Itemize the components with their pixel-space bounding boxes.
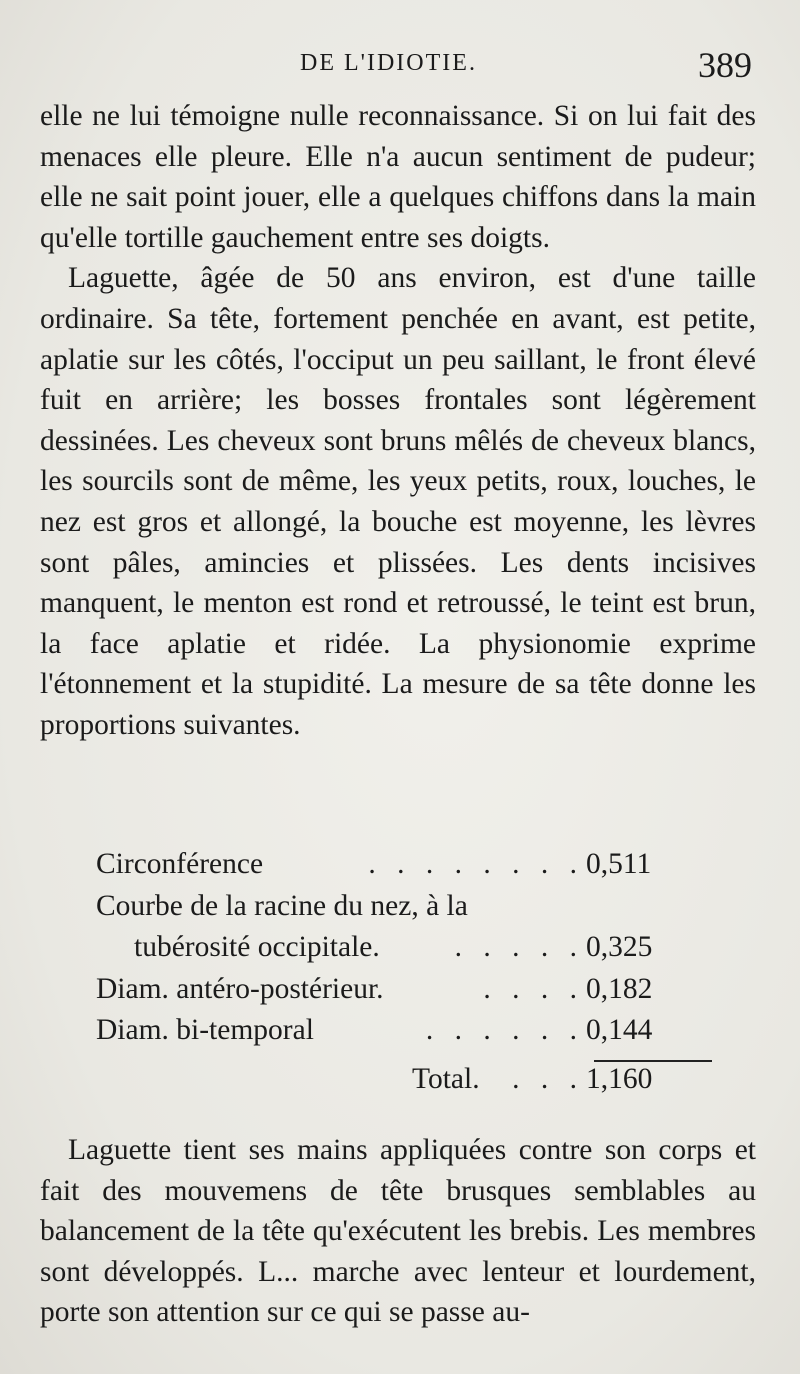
measurement-label: Diam. antéro-postérieur. — [96, 972, 384, 1005]
measurement-value: 0,325 — [586, 931, 653, 963]
total-row — [96, 1055, 716, 1097]
measurement-label: Courbe de la racine du nez, à la — [96, 889, 468, 922]
leader-dots: . . . . . . — [425, 1014, 584, 1046]
measurement-value: 0,182 — [586, 972, 653, 1005]
measurement-row — [96, 1012, 716, 1054]
page-number: 389 — [698, 45, 752, 85]
paragraph-2: Laguette, âgée de 50 ans environ, est d'une taille ordinaire. Sa tête, fortement penchée en avant, est petite, aplatie sur les côtés, l'occiput un peu saillant, le front élevé fuit en arrière; les bosses frontales sont légèrement dessinées. Les cheveux sont bruns mêlés de cheveux blancs, les sourcils sont de même, les yeux petits, roux, louches, le nez est gros et allongé, la bouche est moyenne, les lèvres sont pâles, amincies et plissées. Les dents incisives manquent, le menton est rond et retroussé, le teint est brun, la face aplatie et ridée. La physionomie exprime l'étonnement et la stupidité. La mesure de sa tête donne les proportions suivantes. — [40, 262, 756, 741]
page-header — [0, 44, 800, 94]
measurement-row — [96, 929, 716, 971]
total-value: 1,160 — [586, 1062, 653, 1095]
paragraph-3: Laguette tient ses mains appliquées contre son corps et fait des mouvemens de tête brusques semblables au balancement de la tête qu'exécutent les brebis. Les membres sont développés. L... marche avec lenteur et lourdement, porte son attention sur ce qui se passe au- — [40, 1134, 756, 1329]
leader-dots: . . . . . — [454, 931, 584, 963]
head-measurements-table — [96, 846, 716, 1096]
text-body-continued — [40, 1130, 756, 1333]
paragraph-1: elle ne lui témoigne nulle reconnaissance. Si on lui fait des menaces elle pleure. Elle n'a aucun sentiment de pudeur; elle ne sait point jouer, elle a quelques chiffons dans la main qu'elle tortille gauchement entre ses doigts. — [40, 100, 756, 254]
running-head: DE L'IDIOTIE. — [300, 50, 477, 76]
measurement-row — [96, 888, 716, 930]
measurement-row — [96, 971, 716, 1013]
measurement-value: 0,144 — [586, 1014, 653, 1046]
text-body — [40, 96, 756, 746]
measurement-label: Circonférence — [96, 848, 264, 880]
total-label: Total. — [412, 1062, 480, 1095]
measurement-label: Diam. bi-temporal — [96, 1014, 314, 1046]
measurement-row — [96, 846, 716, 888]
measurement-value: 0,511 — [586, 848, 652, 880]
measurement-label: tubérosité occipitale. — [134, 931, 380, 963]
leader-dots: . . . . — [483, 972, 584, 1005]
leader-dots: . . . — [512, 1062, 584, 1095]
leader-dots: . . . . . . . . — [368, 848, 584, 880]
